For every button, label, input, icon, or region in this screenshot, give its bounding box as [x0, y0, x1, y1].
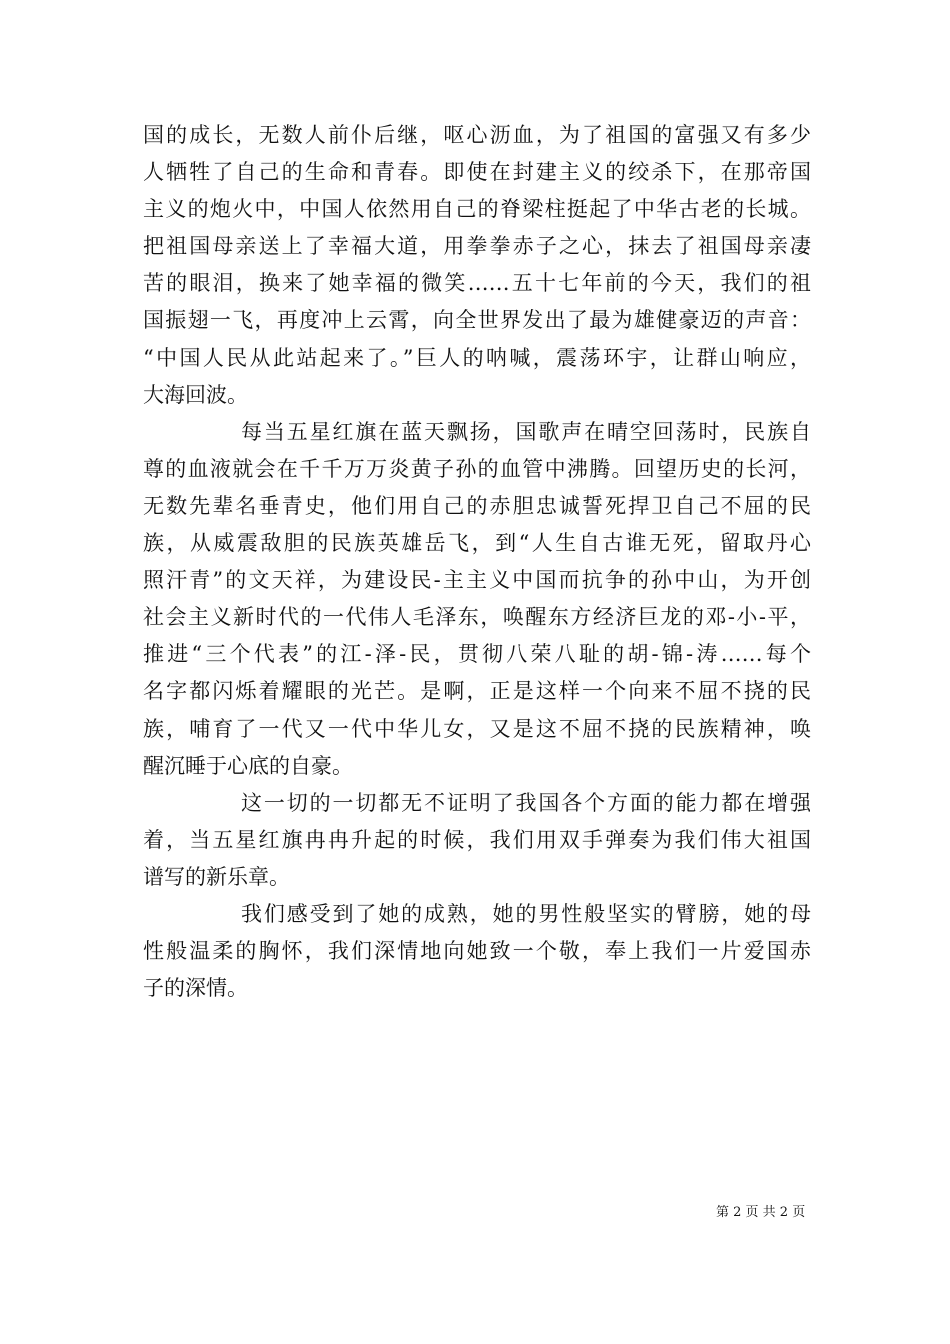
- text-line: 子的深情。: [143, 976, 248, 1001]
- text-line: 我们感受到了她的成熟，她的男性般坚实的臂膀，她的母: [241, 901, 811, 926]
- text-line: 着，当五星红旗冉冉升起的时候，我们用双手弹奏为我们伟大祖国: [143, 827, 811, 852]
- text-line: 尊的血液就会在千千万万炎黄子孙的血管中沸腾。回望历史的长河，: [143, 456, 811, 481]
- text-line: 每当五星红旗在蓝天飘扬，国歌声在晴空回荡时，民族自: [241, 419, 811, 444]
- text-line: 人牺牲了自己的生命和青春。即使在封建主义的绞杀下，在那帝国: [143, 160, 811, 185]
- text-line: 醒沉睡于心底的自豪。: [143, 753, 353, 778]
- text-line: 名字都闪烁着耀眼的光芒。是啊，正是这样一个向来不屈不挠的民: [143, 679, 811, 704]
- text-line: 族，从威震敌胆的民族英雄岳飞，到“人生自古谁无死，留取丹心: [143, 531, 811, 556]
- text-line: 苦的眼泪，换来了她幸福的微笑……五十七年前的今天，我们的祖: [143, 271, 811, 296]
- text-line: 把祖国母亲送上了幸福大道，用拳拳赤子之心，抹去了祖国母亲凄: [143, 234, 811, 259]
- text-line: “中国人民从此站起来了。”巨人的呐喊，震荡环宇，让群山响应，: [143, 345, 811, 370]
- text-line: 族，哺育了一代又一代中华儿女，又是这不屈不挠的民族精神，唤: [143, 716, 811, 741]
- text-line: 谱写的新乐章。: [143, 864, 290, 889]
- page-number-footer: 第 2 页 共 2 页: [716, 1205, 806, 1220]
- paragraph-3: [143, 785, 811, 896]
- text-line: 照汗青”的文天祥，为建设民-主主义中国而抗争的孙中山，为开创: [143, 568, 811, 593]
- text-line: 国振翅一飞，再度冲上云霄，向全世界发出了最为雄健豪迈的声音：: [143, 308, 811, 333]
- text-line: 性般温柔的胸怀，我们深情地向她致一个敬，奉上我们一片爱国赤: [143, 939, 811, 964]
- text-line: 这一切的一切都无不证明了我国各个方面的能力都在增强: [241, 790, 811, 815]
- document-body: [143, 117, 811, 1007]
- paragraph-4: [143, 896, 811, 1007]
- paragraph-2: [143, 414, 811, 785]
- text-line: 大海回波。: [143, 382, 248, 407]
- text-line: 推进“三个代表”的江-泽-民，贯彻八荣八耻的胡-锦-涛……每个: [143, 642, 811, 667]
- text-line: 无数先辈名垂青史，他们用自己的赤胆忠诚誓死捍卫自己不屈的民: [143, 493, 811, 518]
- text-line: 主义的炮火中，中国人依然用自己的脊梁柱挺起了中华古老的长城。: [143, 197, 811, 222]
- paragraph-1: [143, 117, 811, 414]
- text-line: 国的成长，无数人前仆后继，呕心沥血，为了祖国的富强又有多少: [143, 123, 811, 147]
- text-line: 社会主义新时代的一代伟人毛泽东，唤醒东方经济巨龙的邓-小-平，: [143, 605, 811, 630]
